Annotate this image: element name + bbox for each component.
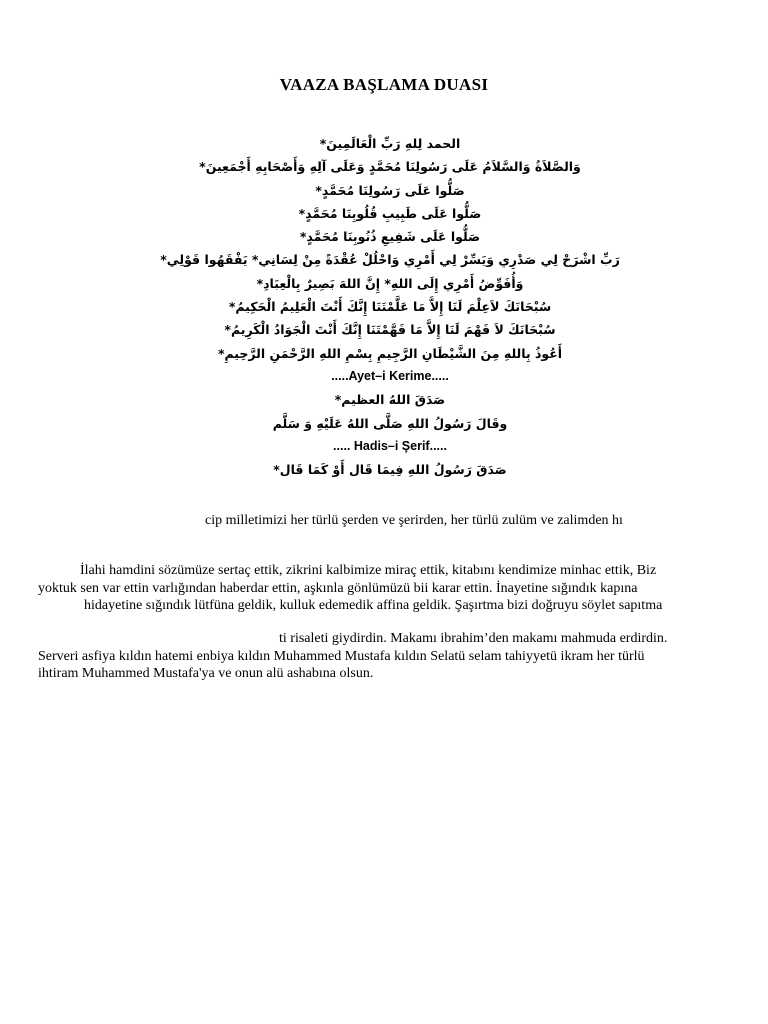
arabic-prayer-block: [150, 132, 630, 481]
arabic-line-2: وَالصَّلاَةُ وَالسَّلاَمُ عَلَى رَسُولِنَا مُحَمَّدٍ وَعَلَى آلِهِ وَأَصْحَابِهِ أَجْمَعِينَ*: [199, 159, 581, 175]
paragraph-2-line-3: ihtiram Muhammed Mustafa'ya ve onun alü ashabına olsun.: [38, 666, 374, 681]
sadaka-line: صَدَقَ اللهُ العظيم*: [334, 392, 446, 408]
ayet-label: .....Ayet–i Kerime.....: [331, 368, 449, 383]
paragraph-2: [38, 630, 728, 683]
arabic-line-7: وَأُفَوِّضُ أَمْرِي إِلَى اللهِ* إِنَّ اللهَ بَصِيرٌ بِالْعِبَادِ*: [256, 275, 524, 291]
paragraph-2-line-2: Serveri asfiya kıldın hatemi enbiya kıldın Muhammed Mustafa kıldın Selatü selam tahiyyetü ikram her türlü: [38, 648, 645, 664]
kale-rasul-line: وقَالَ رَسُولُ اللهِ صَلَّى اللهُ عَلَيْهِ وَ سَلَّم: [272, 415, 508, 431]
document-title: VAAZA BAŞLAMA DUASI: [279, 75, 489, 94]
paragraph-2-line-1: ti risaleti giydirdin. Makamı ibrahim’den makamı mahmuda erdirdin.: [279, 631, 668, 646]
arabic-line-9: سُبْحَانَكَ لاَ فَهْمَ لَنَا إِلاَّ مَا فَهَّمْتَنَا إِنَّكَ أَنْتَ الْجَوَادُ الْكَرِيمُ*: [224, 322, 556, 338]
arabic-line-4: صَلُّوا عَلَى طَبِيبِ قُلُوبِنَا مُحَمَّدٍ*: [298, 205, 482, 221]
paragraph-1: [38, 562, 720, 615]
paragraph-1-line-2: yoktuk sen var ettin varlığından haberdar ettin, aşkınla gönlümüzü bii karar ettin. İnayetine sığındık kapına: [38, 580, 638, 596]
paragraph-1-line-3: hidayetine sığındık lütfüna geldik, kulluk edemedik affina geldik. Şaşırtma bizi doğruyu söylet sapıtma: [84, 598, 663, 613]
paragraph-1-line-1: İlahi hamdini sözümüze sertaç ettik, zikrini kalbimize miraç ettik, kitabını kendimize minhac ettik, Biz: [80, 563, 657, 578]
arabic-line-10: أَعُوذُ بِاللهِ مِنَ الشَّيْطَانِ الرَّجِيمِ بِسْمِ اللهِ الرَّحْمَنِ الرَّحِيمِ*: [217, 345, 563, 361]
arabic-line-8: سُبْحَانَكَ لاَعِلْمَ لَنَا إِلاَّ مَا عَلَّمْتَنَا إِنَّكَ أَنْتَ الْعَلِيمُ الْحَكِيمُ*: [228, 299, 552, 315]
intro-line: cip milletimizi her türlü şerden ve şerirden, her türlü zulüm ve zalimden hı: [205, 513, 623, 528]
arabic-line-5: صَلُّوا عَلَى شَفِيعِ ذُنُوبِنَا مُحَمَّدٍ*: [299, 229, 481, 245]
sadaka-rasul-line: صَدَقَ رَسُولُ اللهِ فِيمَا قَال أَوْ كَمَا قَال*: [273, 462, 507, 478]
arabic-line-1: الحمد لِلهِ رَبِّ الْعَالَمِينَ*: [319, 136, 461, 151]
hadis-label: ..... Hadis–i Şerif.....: [333, 438, 447, 453]
arabic-line-3: صَلُّوا عَلَى رَسُولِنَا مُحَمَّدٍ*: [315, 182, 465, 198]
arabic-line-6: رَبِّ اشْرَحْ لِي صَدْرِي وَيَسِّرْ لِي أَمْرِي وَاحْلُلْ عُقْدَةً مِنْ لِسَانِي* يَفْقَهُوا قَوْلِي*: [160, 252, 620, 268]
